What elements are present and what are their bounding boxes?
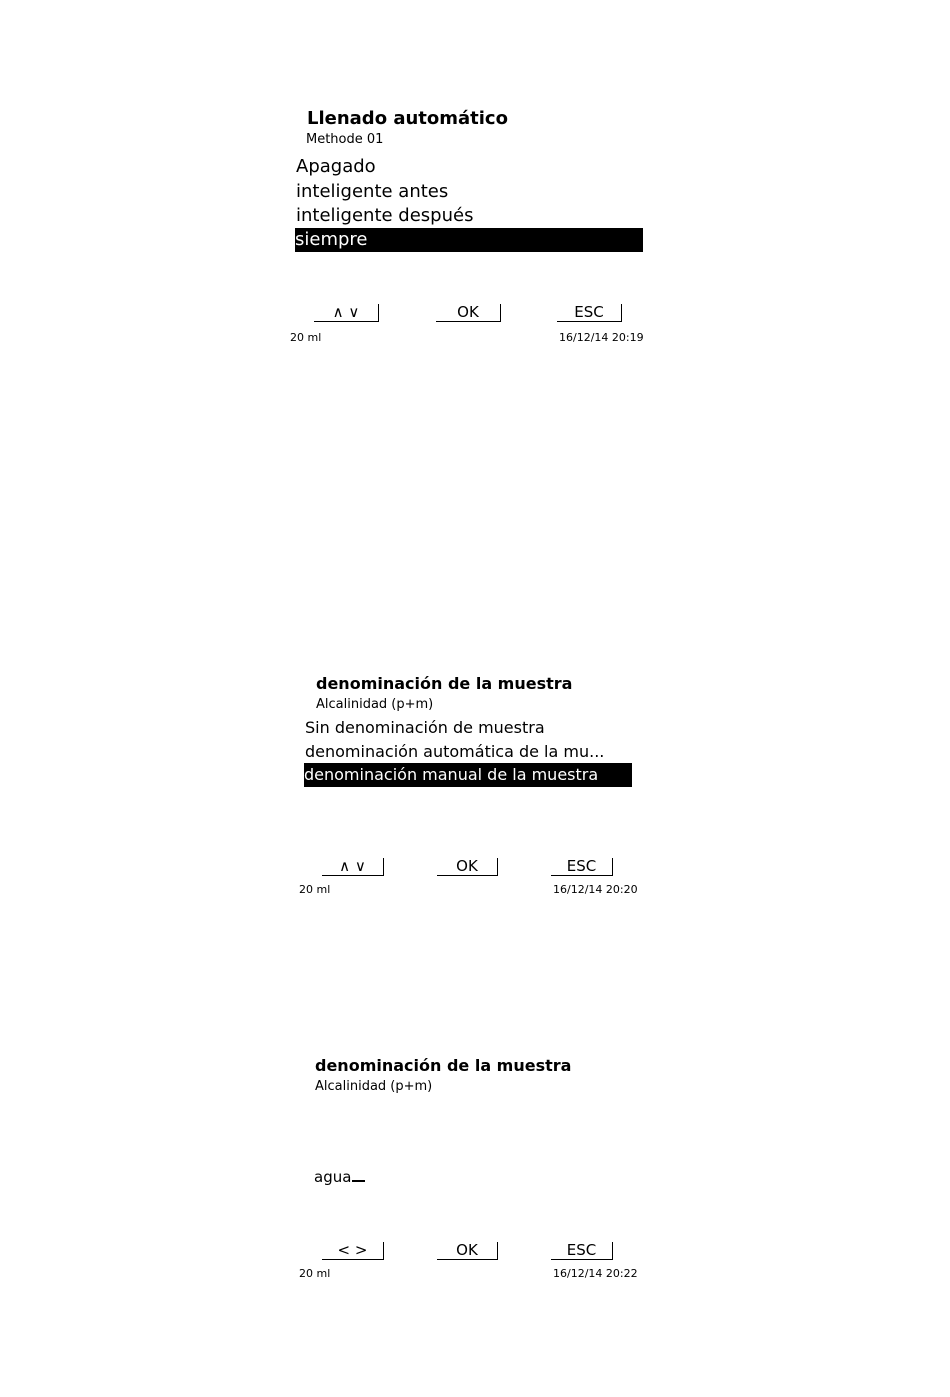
sample-name-value: agua xyxy=(314,1168,352,1186)
esc-softkey[interactable]: ESC xyxy=(557,304,622,322)
datetime-status: 16/12/14 20:20 xyxy=(553,883,638,896)
volume-status: 20 ml xyxy=(290,331,322,344)
sample-name-input[interactable] xyxy=(314,1168,365,1186)
method-subtitle: Alcalinidad (p+m) xyxy=(315,1079,433,1094)
ok-softkey[interactable]: OK xyxy=(436,304,501,322)
text-cursor xyxy=(352,1180,365,1182)
method-subtitle: Methode 01 xyxy=(306,132,384,147)
screen-title: denominación de la muestra xyxy=(316,674,573,693)
screen-sample-naming-menu xyxy=(0,660,950,910)
nav-up-down-softkey[interactable]: ∧ ∨ xyxy=(314,304,379,322)
screen-title: denominación de la muestra xyxy=(315,1056,572,1075)
datetime-status: 16/12/14 20:22 xyxy=(553,1267,638,1280)
option-apagado[interactable]: Apagado xyxy=(296,156,376,177)
nav-left-right-softkey[interactable]: < > xyxy=(322,1242,384,1260)
esc-softkey[interactable]: ESC xyxy=(551,858,613,876)
method-subtitle: Alcalinidad (p+m) xyxy=(316,697,434,712)
option-inteligente-despues[interactable]: inteligente después xyxy=(296,205,474,226)
screen-title: Llenado automático xyxy=(307,108,508,129)
screen-sample-naming-entry xyxy=(0,1045,950,1295)
screen-autofill xyxy=(0,0,950,360)
option-no-sample-name[interactable]: Sin denominación de muestra xyxy=(305,718,545,737)
option-manual-sample-name[interactable]: denominación manual de la muestra xyxy=(304,763,632,787)
ok-softkey[interactable]: OK xyxy=(437,858,498,876)
option-automatic-sample-name[interactable]: denominación automática de la mu... xyxy=(305,742,605,761)
option-siempre[interactable]: siempre xyxy=(295,228,643,252)
ok-softkey[interactable]: OK xyxy=(437,1242,498,1260)
option-inteligente-antes[interactable]: inteligente antes xyxy=(296,181,449,202)
datetime-status: 16/12/14 20:19 xyxy=(559,331,644,344)
nav-up-down-softkey[interactable]: ∧ ∨ xyxy=(322,858,384,876)
esc-softkey[interactable]: ESC xyxy=(551,1242,613,1260)
volume-status: 20 ml xyxy=(299,1267,331,1280)
volume-status: 20 ml xyxy=(299,883,331,896)
